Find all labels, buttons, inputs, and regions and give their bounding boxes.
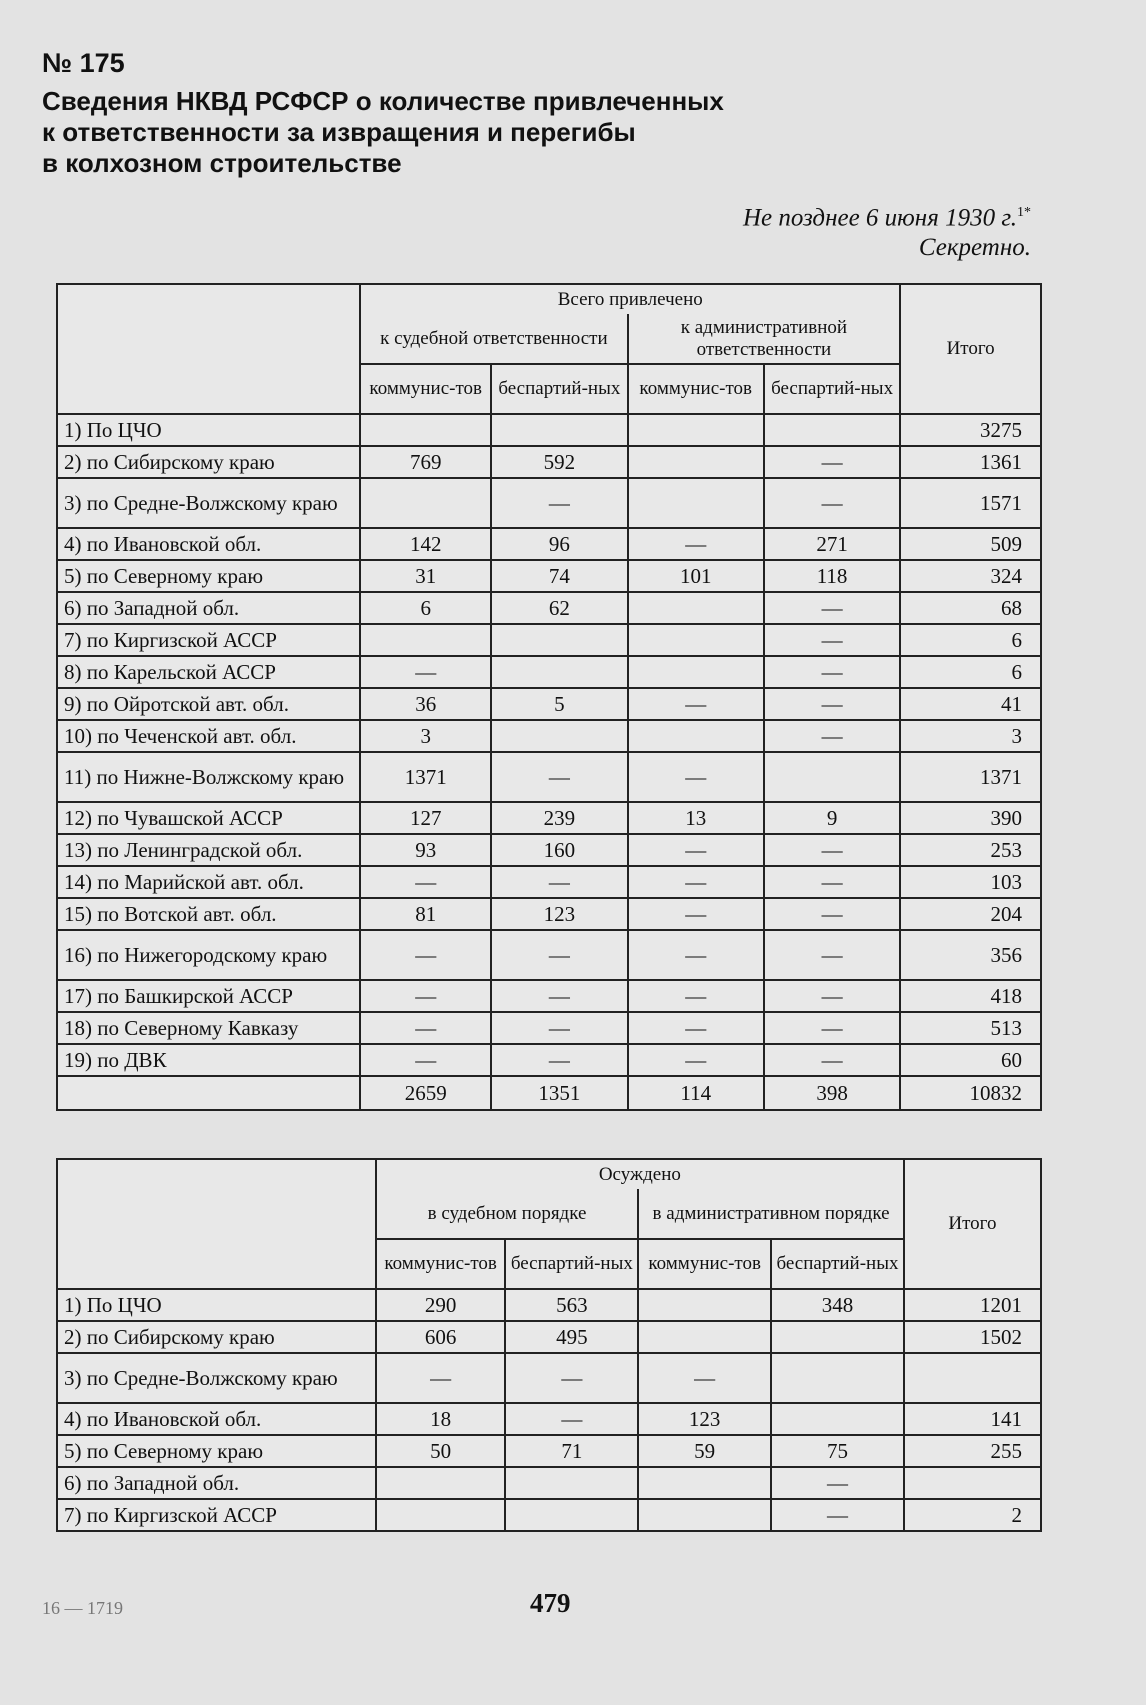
corner-cell (57, 1159, 376, 1289)
row-total: 204 (900, 898, 1041, 930)
header-admin: в административном порядке (638, 1189, 904, 1239)
footnote-mark: 1* (1017, 205, 1031, 220)
admin-nonparty: — (764, 930, 900, 980)
court-nonparty: — (491, 1012, 627, 1044)
header-court: в судебном порядке (376, 1189, 638, 1239)
table-row (57, 1321, 1041, 1353)
total-court-communists: 2659 (360, 1076, 491, 1110)
admin-nonparty: — (771, 1499, 904, 1531)
court-nonparty: 563 (505, 1289, 638, 1321)
court-communists: — (360, 980, 491, 1012)
court-nonparty: 592 (491, 446, 627, 478)
court-nonparty (491, 624, 627, 656)
header-total: Итого (900, 284, 1041, 414)
header-nonparty: беспартий-ных (764, 364, 900, 414)
header-communists: коммунис-тов (638, 1239, 771, 1289)
court-nonparty: 62 (491, 592, 627, 624)
admin-communists: 101 (628, 560, 764, 592)
court-communists: 50 (376, 1435, 506, 1467)
admin-communists: — (628, 1044, 764, 1076)
court-communists (360, 624, 491, 656)
admin-communists (628, 720, 764, 752)
court-nonparty: — (491, 930, 627, 980)
region-name: 15) по Вотской авт. обл. (57, 898, 360, 930)
table-row (57, 1353, 1041, 1403)
admin-nonparty: — (764, 656, 900, 688)
court-nonparty: — (491, 980, 627, 1012)
admin-communists: — (628, 980, 764, 1012)
row-total: 418 (900, 980, 1041, 1012)
region-name: 1) По ЦЧО (57, 414, 360, 446)
header-nonparty: беспартий-ных (505, 1239, 638, 1289)
court-communists: — (360, 930, 491, 980)
admin-nonparty (771, 1321, 904, 1353)
admin-nonparty: — (764, 592, 900, 624)
admin-nonparty: — (764, 1012, 900, 1044)
court-communists: 1371 (360, 752, 491, 802)
admin-communists: — (628, 752, 764, 802)
admin-communists (638, 1321, 771, 1353)
admin-communists: — (638, 1353, 771, 1403)
court-communists: 6 (360, 592, 491, 624)
court-communists: — (360, 866, 491, 898)
totals-row (57, 1076, 1041, 1110)
table-row (57, 1289, 1041, 1321)
title-line: Сведения НКВД РСФСР о количестве привлеченных (42, 86, 724, 116)
region-name: 9) по Ойротской авт. обл. (57, 688, 360, 720)
header-communists: коммунис-тов (376, 1239, 506, 1289)
printer-signature: 16 — 1719 (42, 1598, 123, 1618)
admin-communists (628, 624, 764, 656)
total-court-nonparty: 1351 (491, 1076, 627, 1110)
court-nonparty (505, 1467, 638, 1499)
admin-communists: — (628, 528, 764, 560)
row-total: 390 (900, 802, 1041, 834)
admin-nonparty: — (764, 688, 900, 720)
admin-communists: 123 (638, 1403, 771, 1435)
table-row (57, 528, 1041, 560)
row-total: 1371 (900, 752, 1041, 802)
court-nonparty: 123 (491, 898, 627, 930)
region-name: 5) по Северному краю (57, 560, 360, 592)
court-nonparty: — (505, 1353, 638, 1403)
admin-nonparty (764, 414, 900, 446)
row-total: 1502 (904, 1321, 1041, 1353)
admin-communists (638, 1289, 771, 1321)
court-nonparty: 96 (491, 528, 627, 560)
court-nonparty: 160 (491, 834, 627, 866)
admin-communists (628, 446, 764, 478)
header-nonparty: беспартий-ных (771, 1239, 904, 1289)
admin-nonparty: 271 (764, 528, 900, 560)
title-line: к ответственности за извращения и перегибы (42, 117, 636, 147)
table-row (57, 560, 1041, 592)
admin-nonparty: — (764, 624, 900, 656)
court-communists: 3 (360, 720, 491, 752)
court-communists: 606 (376, 1321, 506, 1353)
row-total (904, 1467, 1041, 1499)
totals-label-cell (57, 1076, 360, 1110)
admin-communists: 59 (638, 1435, 771, 1467)
admin-nonparty: — (764, 898, 900, 930)
total-admin-communists: 114 (628, 1076, 764, 1110)
admin-nonparty: — (764, 720, 900, 752)
table-row (57, 414, 1041, 446)
region-name: 3) по Средне-Волжскому краю (57, 478, 360, 528)
admin-nonparty: — (764, 446, 900, 478)
corner-cell (57, 284, 360, 414)
admin-nonparty: 75 (771, 1435, 904, 1467)
table-row (57, 624, 1041, 656)
admin-nonparty: — (764, 866, 900, 898)
row-total: 253 (900, 834, 1041, 866)
admin-communists: — (628, 834, 764, 866)
row-total: 324 (900, 560, 1041, 592)
header-group: Всего привлечено (360, 284, 900, 314)
row-total: 103 (900, 866, 1041, 898)
table-convicted (56, 1158, 1042, 1532)
court-nonparty (491, 656, 627, 688)
title-line: в колхозном строительстве (42, 148, 402, 178)
region-name: 12) по Чувашской АССР (57, 802, 360, 834)
court-nonparty: 239 (491, 802, 627, 834)
admin-nonparty: — (764, 1044, 900, 1076)
region-name: 13) по Ленинградской обл. (57, 834, 360, 866)
row-total: 255 (904, 1435, 1041, 1467)
table-row (57, 980, 1041, 1012)
total-admin-nonparty: 398 (764, 1076, 900, 1110)
document-date: Не позднее 6 июня 1930 г. (742, 204, 1017, 232)
row-total: 41 (900, 688, 1041, 720)
admin-communists: — (628, 898, 764, 930)
region-name: 4) по Ивановской обл. (57, 1403, 376, 1435)
region-name: 2) по Сибирскому краю (57, 446, 360, 478)
region-name: 4) по Ивановской обл. (57, 528, 360, 560)
region-name: 1) По ЦЧО (57, 1289, 376, 1321)
region-name: 14) по Марийской авт. обл. (57, 866, 360, 898)
admin-nonparty: — (771, 1467, 904, 1499)
court-nonparty: 74 (491, 560, 627, 592)
table-row (57, 1012, 1041, 1044)
region-name: 2) по Сибирскому краю (57, 1321, 376, 1353)
court-communists: 769 (360, 446, 491, 478)
grand-total: 10832 (900, 1076, 1041, 1110)
court-communists (376, 1467, 506, 1499)
court-communists: 18 (376, 1403, 506, 1435)
court-communists (376, 1499, 506, 1531)
admin-communists: — (628, 930, 764, 980)
court-nonparty: — (491, 1044, 627, 1076)
row-total: 513 (900, 1012, 1041, 1044)
region-name: 17) по Башкирской АССР (57, 980, 360, 1012)
row-total: 3275 (900, 414, 1041, 446)
region-name: 7) по Киргизской АССР (57, 624, 360, 656)
region-name: 18) по Северному Кавказу (57, 1012, 360, 1044)
header-nonparty: беспартий-ных (491, 364, 627, 414)
admin-nonparty (764, 752, 900, 802)
court-communists: 142 (360, 528, 491, 560)
admin-communists: — (628, 1012, 764, 1044)
court-nonparty: — (491, 478, 627, 528)
table-row (57, 834, 1041, 866)
admin-nonparty: — (764, 478, 900, 528)
admin-nonparty (771, 1403, 904, 1435)
admin-communists (628, 592, 764, 624)
document-title (42, 86, 822, 179)
admin-nonparty: — (764, 834, 900, 866)
court-nonparty (491, 720, 627, 752)
region-name: 5) по Северному краю (57, 1435, 376, 1467)
table-row (57, 866, 1041, 898)
court-communists (360, 478, 491, 528)
table-row (57, 752, 1041, 802)
row-total: 1571 (900, 478, 1041, 528)
region-name: 3) по Средне-Волжскому краю (57, 1353, 376, 1403)
row-total: 2 (904, 1499, 1041, 1531)
court-communists: — (360, 1044, 491, 1076)
region-name: 7) по Киргизской АССР (57, 1499, 376, 1531)
table-row (57, 720, 1041, 752)
table-prosecuted (56, 283, 1042, 1111)
region-name: 6) по Западной обл. (57, 592, 360, 624)
table-row (57, 688, 1041, 720)
table-row (57, 1044, 1041, 1076)
table-row (57, 1435, 1041, 1467)
table-row (57, 1403, 1041, 1435)
admin-nonparty: 9 (764, 802, 900, 834)
table-row (57, 1499, 1041, 1531)
row-total: 68 (900, 592, 1041, 624)
header-group: Осуждено (376, 1159, 904, 1189)
court-communists: 36 (360, 688, 491, 720)
row-total: 3 (900, 720, 1041, 752)
admin-communists: — (628, 688, 764, 720)
region-name: 6) по Западной обл. (57, 1467, 376, 1499)
admin-nonparty: — (764, 980, 900, 1012)
row-total: 6 (900, 624, 1041, 656)
table-row (57, 898, 1041, 930)
court-communists: — (360, 1012, 491, 1044)
region-name: 16) по Нижегородскому краю (57, 930, 360, 980)
admin-communists (628, 414, 764, 446)
table-row (57, 656, 1041, 688)
row-total: 509 (900, 528, 1041, 560)
region-name: 19) по ДВК (57, 1044, 360, 1076)
court-nonparty: 5 (491, 688, 627, 720)
court-nonparty: — (491, 752, 627, 802)
header-communists: коммунис-тов (360, 364, 491, 414)
region-name: 8) по Карельской АССР (57, 656, 360, 688)
court-communists: 81 (360, 898, 491, 930)
court-nonparty: 495 (505, 1321, 638, 1353)
region-name: 11) по Нижне-Волжскому краю (57, 752, 360, 802)
row-total: 6 (900, 656, 1041, 688)
dateline (743, 198, 1031, 263)
admin-communists: — (628, 866, 764, 898)
admin-communists (628, 478, 764, 528)
court-communists: — (360, 656, 491, 688)
row-total: 1361 (900, 446, 1041, 478)
row-total: 141 (904, 1403, 1041, 1435)
table-row (57, 802, 1041, 834)
court-nonparty: — (505, 1403, 638, 1435)
table-row (57, 592, 1041, 624)
admin-communists (638, 1467, 771, 1499)
row-total: 60 (900, 1044, 1041, 1076)
admin-communists (628, 656, 764, 688)
header-total: Итого (904, 1159, 1041, 1289)
table-row (57, 1467, 1041, 1499)
court-nonparty (505, 1499, 638, 1531)
header-admin: к административной ответственности (628, 314, 901, 364)
table-row (57, 446, 1041, 478)
court-communists (360, 414, 491, 446)
table-row (57, 930, 1041, 980)
header-communists: коммунис-тов (628, 364, 764, 414)
court-communists: 93 (360, 834, 491, 866)
document-number: № 175 (42, 48, 125, 78)
admin-nonparty: 348 (771, 1289, 904, 1321)
court-communists: 31 (360, 560, 491, 592)
page-number: 479 (530, 1588, 571, 1618)
court-communists: — (376, 1353, 506, 1403)
region-name: 10) по Чеченской авт. обл. (57, 720, 360, 752)
admin-nonparty: 118 (764, 560, 900, 592)
court-communists: 290 (376, 1289, 506, 1321)
header-court: к судебной ответственности (360, 314, 627, 364)
row-total: 356 (900, 930, 1041, 980)
table-row (57, 478, 1041, 528)
admin-communists (638, 1499, 771, 1531)
court-communists: 127 (360, 802, 491, 834)
row-total (904, 1353, 1041, 1403)
row-total: 1201 (904, 1289, 1041, 1321)
court-nonparty: — (491, 866, 627, 898)
admin-nonparty (771, 1353, 904, 1403)
admin-communists: 13 (628, 802, 764, 834)
court-nonparty (491, 414, 627, 446)
classification: Секретно. (918, 234, 1031, 262)
court-nonparty: 71 (505, 1435, 638, 1467)
